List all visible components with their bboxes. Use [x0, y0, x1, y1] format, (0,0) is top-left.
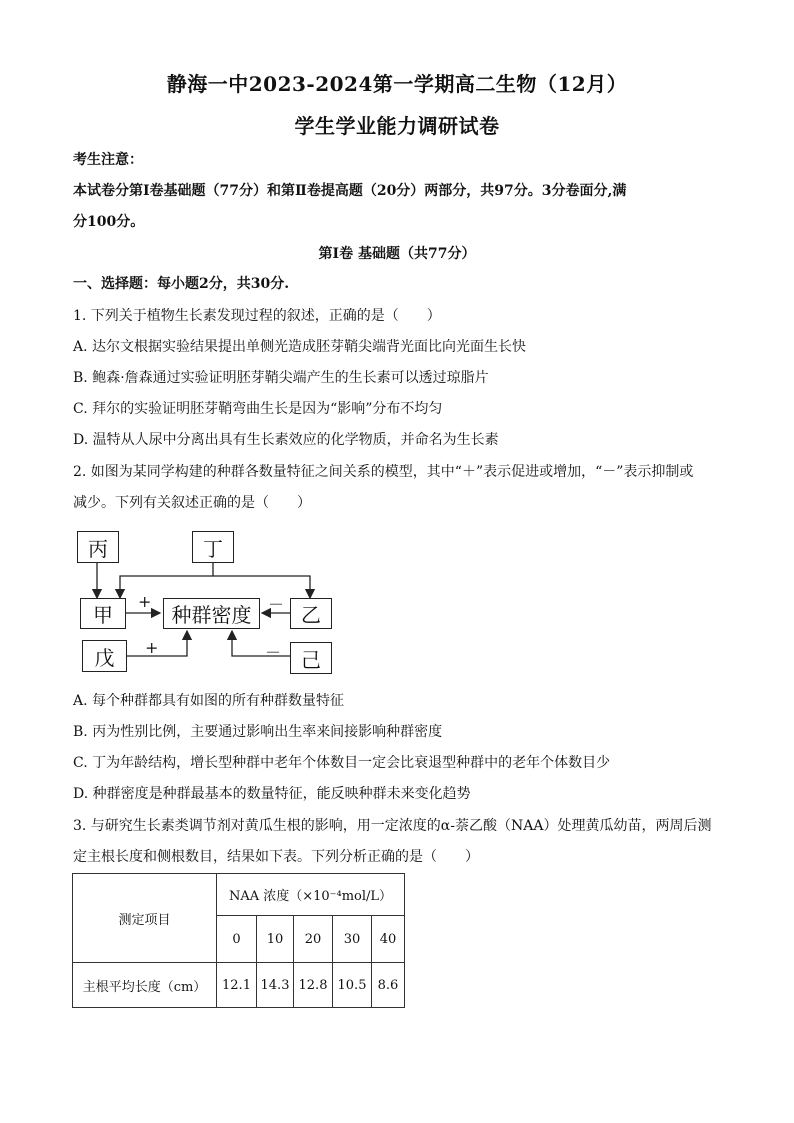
table-col-group-header: NAA 浓度（×10⁻⁴mol/L）: [217, 874, 405, 916]
arrow-ding-to-jia-yi: [120, 563, 213, 598]
table-row: [73, 963, 405, 1008]
table-cell: 8.6: [372, 963, 405, 1008]
box-bing: 丙: [77, 531, 119, 563]
part-heading: 一、选择题：每小题2分，共30分.: [73, 276, 290, 292]
sign-plus-wu: +: [145, 638, 159, 657]
q1-option-c: C. 拜尔的实验证明胚芽鞘弯曲生长是因为“影响”分布不均匀: [73, 401, 443, 417]
q1-option-b: B. 鲍森·詹森通过实验证明胚芽鞘尖端产生的生长素可以透过琼脂片: [73, 370, 489, 386]
table-conc-30: 30: [333, 916, 372, 963]
box-wu: 戊: [82, 640, 127, 672]
box-yi: 乙: [290, 598, 332, 629]
box-jia: 甲: [80, 598, 126, 629]
table-row-header: 测定项目: [73, 874, 217, 963]
box-ding: 丁: [192, 531, 234, 563]
section-title: 第Ⅰ卷 基础题（共77分）: [318, 246, 476, 262]
table-cell: 12.8: [294, 963, 333, 1008]
table-conc-20: 20: [294, 916, 333, 963]
box-ji: 己: [290, 642, 332, 674]
notice-text-line2: 分100分。: [73, 214, 145, 230]
q2-stem-line2: 减少。下列有关叙述正确的是（ ）: [73, 495, 311, 511]
q1-stem: 1. 下列关于植物生长素发现过程的叙述，正确的是（ ）: [73, 308, 441, 324]
q2-stem-line1: 2. 如图为某同学构建的种群各数量特征之间关系的模型，其中“＋”表示促进或增加，“－”表示抑制或: [73, 464, 694, 480]
q3-stem-line1: 3. 与研究生长素类调节剂对黄瓜生根的影响，用一定浓度的α-萘乙酸（NAA）处理黄瓜幼苗，两周后测: [73, 818, 712, 834]
q2-option-b: B. 丙为性别比例，主要通过影响出生率来间接影响种群密度: [73, 724, 443, 740]
notice-label: 考生注意：: [73, 152, 143, 168]
table-cell: 12.1: [217, 963, 257, 1008]
exam-subtitle: 学生学业能力调研试卷: [294, 114, 500, 138]
table-cell: 10.5: [333, 963, 372, 1008]
exam-title: 静海一中2023-2024第一学期高二生物（12月）: [166, 72, 628, 96]
table-conc-0: 0: [217, 916, 257, 963]
population-model-diagram: [70, 528, 340, 678]
q2-option-c: C. 丁为年龄结构，增长型种群中老年个体数目一定会比衰退型种群中的老年个体数目少: [73, 755, 611, 771]
q2-option-d: D. 种群密度是种群最基本的数量特征，能反映种群未来变化趋势: [73, 786, 471, 802]
table-row1-label: 主根平均长度（cm）: [73, 963, 217, 1008]
table-conc-40: 40: [372, 916, 405, 963]
sign-minus-yi: －: [268, 595, 285, 614]
q2-option-a: A. 每个种群都具有如图的所有种群数量特征: [73, 693, 345, 709]
table-conc-10: 10: [257, 916, 294, 963]
naa-results-table: [72, 873, 405, 1008]
box-population-density: 种群密度: [163, 598, 260, 629]
arrow-ji-to-density: [232, 631, 290, 656]
table-cell: 14.3: [257, 963, 294, 1008]
sign-plus-jia: +: [138, 592, 152, 611]
q3-stem-line2: 定主根长度和侧根数目，结果如下表。下列分析正确的是（ ）: [73, 849, 479, 865]
sign-minus-ji: －: [265, 643, 282, 662]
notice-text-line1: 本试卷分第Ⅰ卷基础题（77分）和第Ⅱ卷提高题（20分）两部分，共97分。3分卷面分,满: [73, 183, 627, 199]
q1-option-a: A. 达尔文根据实验结果提出单侧光造成胚芽鞘尖端背光面比向光面生长快: [73, 339, 527, 355]
q1-option-d: D. 温特从人尿中分离出具有生长素效应的化学物质，并命名为生长素: [73, 432, 499, 448]
